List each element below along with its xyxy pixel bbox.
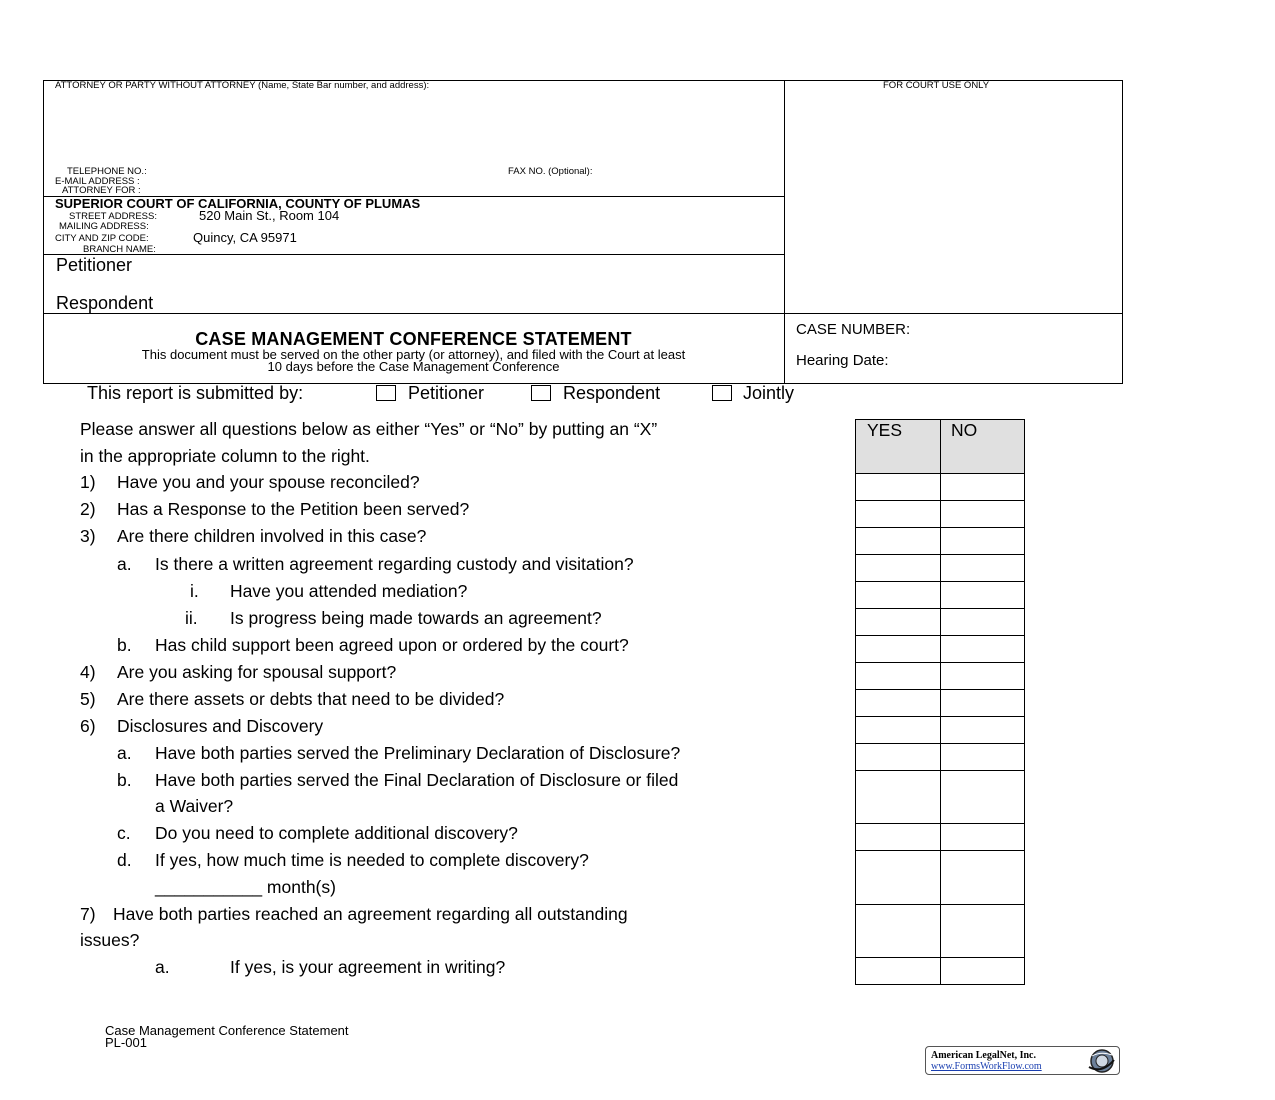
question-text: Do you need to complete additional discovery? (155, 823, 518, 843)
jointly-checkbox[interactable] (712, 385, 732, 401)
question-number: 1) (80, 472, 96, 492)
yes-answer-cell[interactable] (855, 770, 941, 824)
question-number: 6) (80, 716, 96, 736)
question-number: a. (117, 554, 132, 574)
question-text: Have both parties served the Preliminary Declaration of Disclosure? (155, 743, 681, 763)
yes-answer-cell[interactable] (855, 716, 941, 744)
no-answer-cell[interactable] (940, 957, 1025, 985)
yes-answer-cell[interactable] (855, 554, 941, 582)
court-use-label: FOR COURT USE ONLY (883, 80, 990, 91)
branch-name-label: BRANCH NAME: (83, 244, 156, 255)
no-answer-cell[interactable] (940, 527, 1025, 555)
city-zip-label: CITY AND ZIP CODE: (55, 233, 149, 244)
respondent-option-label: Respondent (563, 383, 661, 403)
respondent-label: Respondent (56, 293, 154, 313)
footer-form-code: PL-001 (105, 1035, 147, 1050)
petitioner-checkbox[interactable] (376, 385, 396, 401)
yes-answer-cell[interactable] (855, 581, 941, 609)
yes-answer-cell[interactable] (855, 527, 941, 555)
no-answer-cell[interactable] (940, 904, 1025, 958)
question-number: b. (117, 635, 132, 655)
question-number: 7) (80, 904, 96, 924)
yes-answer-cell[interactable] (855, 500, 941, 528)
question-text: Has child support been agreed upon or ordered by the court? (155, 635, 629, 655)
email-label: E-MAIL ADDRESS : (55, 176, 140, 187)
no-answer-cell[interactable] (940, 689, 1025, 717)
yes-answer-cell[interactable] (855, 473, 941, 501)
question-text: Have you attended mediation? (230, 581, 468, 601)
question-text: Have both parties served the Final Declaration of Disclosure or filed (155, 770, 679, 790)
street-address-label: STREET ADDRESS: (69, 211, 157, 222)
yes-answer-cell[interactable] (855, 850, 941, 905)
no-answer-cell[interactable] (940, 608, 1025, 636)
question-text: Are there children involved in this case? (117, 526, 427, 546)
intro-line-2: in the appropriate column to the right. (80, 446, 370, 466)
form-title: CASE MANAGEMENT CONFERENCE STATEMENT (195, 329, 632, 349)
question-text-continued: issues? (80, 930, 140, 950)
publisher-badge (925, 1046, 1120, 1075)
question-number: 2) (80, 499, 96, 519)
yes-header-label: YES (867, 420, 903, 440)
mailing-address-label: MAILING ADDRESS: (59, 221, 149, 232)
attorney-label: ATTORNEY OR PARTY WITHOUT ATTORNEY (Name, State Bar number, and address): (55, 80, 430, 91)
street-address-value: 520 Main St., Room 104 (199, 208, 340, 223)
question-number: b. (117, 770, 132, 790)
question-number: d. (117, 850, 132, 870)
jointly-option-label: Jointly (743, 383, 795, 403)
question-text: Is there a written agreement regarding custody and visitation? (155, 554, 634, 574)
no-answer-cell[interactable] (940, 770, 1025, 824)
question-text: If yes, how much time is needed to complete discovery? (155, 850, 589, 870)
question-text: Have you and your spouse reconciled? (117, 472, 420, 492)
no-header-label: NO (951, 420, 978, 440)
question-number: 4) (80, 662, 96, 682)
yes-answer-cell[interactable] (855, 823, 941, 851)
fax-label: FAX NO. (Optional): (508, 166, 593, 177)
yes-answer-cell[interactable] (855, 689, 941, 717)
question-number: c. (117, 823, 131, 843)
city-zip-value: Quincy, CA 95971 (193, 230, 297, 245)
yes-answer-cell[interactable] (855, 957, 941, 985)
no-answer-cell[interactable] (940, 743, 1025, 771)
no-answer-cell[interactable] (940, 850, 1025, 905)
hearing-date-label: Hearing Date: (796, 352, 889, 369)
no-answer-cell[interactable] (940, 581, 1025, 609)
question-text-continued: a Waiver? (155, 796, 234, 816)
question-text: Disclosures and Discovery (117, 716, 324, 736)
question-number: a. (117, 743, 132, 763)
no-answer-cell[interactable] (940, 473, 1025, 501)
telephone-label: TELEPHONE NO.: (67, 166, 147, 177)
no-answer-cell[interactable] (940, 500, 1025, 528)
discovery-months-blank: ___________ month(s) (155, 877, 336, 897)
question-number: i. (190, 581, 199, 601)
yes-answer-cell[interactable] (855, 635, 941, 663)
question-number: 3) (80, 526, 96, 546)
globe-logo-icon (1083, 1048, 1117, 1074)
yes-answer-cell[interactable] (855, 662, 941, 690)
yes-answer-cell[interactable] (855, 608, 941, 636)
petitioner-option-label: Petitioner (408, 383, 485, 403)
question-number: a. (155, 957, 170, 977)
no-answer-cell[interactable] (940, 554, 1025, 582)
question-text: Are there assets or debts that need to be divided? (117, 689, 505, 709)
petitioner-label: Petitioner (56, 255, 133, 275)
question-text: Is progress being made towards an agreement? (230, 608, 602, 628)
court-name: SUPERIOR COURT OF CALIFORNIA, COUNTY OF PLUMAS (55, 196, 421, 211)
publisher-name: American LegalNet, Inc. (931, 1050, 1036, 1061)
yes-answer-cell[interactable] (855, 904, 941, 958)
question-number: ii. (185, 608, 198, 628)
instruction-line-2: 10 days before the Case Management Conference (267, 359, 560, 374)
footer-form-name: Case Management Conference Statement (105, 1023, 349, 1038)
instruction-line-1: This document must be served on the other party (or attorney), and filed with the Court at least (141, 347, 686, 362)
no-answer-cell[interactable] (940, 662, 1025, 690)
yes-answer-cell[interactable] (855, 743, 941, 771)
question-text: Have both parties reached an agreement regarding all outstanding (113, 904, 628, 924)
attorney-for-label: ATTORNEY FOR : (62, 185, 141, 196)
question-number: 5) (80, 689, 96, 709)
question-text: If yes, is your agreement in writing? (230, 957, 506, 977)
yes-column-header (855, 419, 941, 474)
no-answer-cell[interactable] (940, 635, 1025, 663)
intro-line-1: Please answer all questions below as either “Yes” or “No” by putting an “X” (80, 419, 658, 439)
no-answer-cell[interactable] (940, 716, 1025, 744)
question-text: Are you asking for spousal support? (117, 662, 397, 682)
no-column-header (940, 419, 1025, 474)
respondent-checkbox[interactable] (531, 385, 551, 401)
no-answer-cell[interactable] (940, 823, 1025, 851)
case-number-label: CASE NUMBER: (796, 321, 911, 338)
question-text: Has a Response to the Petition been served? (117, 499, 470, 519)
publisher-website-link[interactable]: www.FormsWorkFlow.com (931, 1061, 1042, 1072)
submitted-by-label: This report is submitted by: (87, 383, 304, 403)
